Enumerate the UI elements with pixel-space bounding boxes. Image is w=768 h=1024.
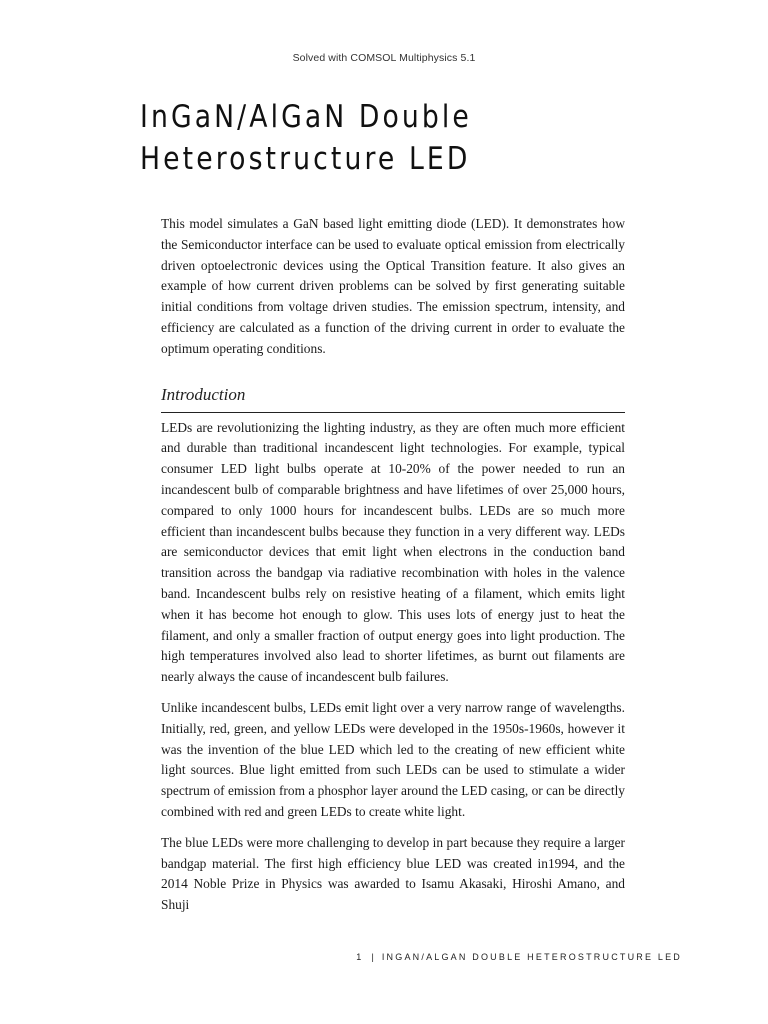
intro-paragraph: This model simulates a GaN based light emitting diode (LED). It demonstrates how the Semiconductor interface can be used to evaluate optical emission from electrically driven optoelectronic devices using the Optical Transition feature. It also gives an example of how current driven problems can be solved by first generating suitable initial conditions from voltage driven studies. The emission spectrum, intensity, and efficiency are calculated as a function of the driving current in order to evaluate the optimum operating conditions. [161,216,625,356]
running-header: Solved with COMSOL Multiphysics 5.1 [292,52,476,64]
page-number: 1 [356,952,364,962]
section-body [161,418,625,916]
document-title: InGaN/AlGaN Double Heterostructure LED [140,99,472,177]
body-paragraph: The blue LEDs were more challenging to develop in part because they require a larger bandgap material. The first high efficiency blue LED was created in1994, and the 2014 Noble Prize in Physics was awarded to Isamu Akasaki, Hiroshi Amano, and Shuji [161,834,625,913]
body-paragraph: LEDs are revolutionizing the lighting industry, as they are often much more efficient and durable than traditional incandescent light technologies. For example, typical consumer LED light bulbs operate at 10-20% of the power needed to run an incandescent bulb of comparable brightness and have lifetimes of over 25,000 hours, compared to only 1000 hours for incandescent bulbs. LEDs are so much more efficient than incandescent bulbs because they function in a very different way. LEDs are semiconductor devices that emit light when electrons in the conduction band transition across the bandgap via radiative recombination with holes in the valence band. Incandescent bulbs rely on resistive heating of a filament, which emits light when it has become hot enough to glow. This uses lots of energy just to heat the filament, and only a smaller fraction of output energy goes into light production. The high temperatures involved also lead to shorter lifetimes, as burnt out filaments are nearly always the cause of incandescent bulb failures. [161,419,625,685]
body-paragraph: Unlike incandescent bulbs, LEDs emit light over a very narrow range of wavelengths. Initially, red, green, and yellow LEDs were developed in the 1950s-1960s, however it was the invention of the blue LED which led to the creating of new efficient white light sources. Blue light emitted from such LEDs can be used to stimulate a wider spectrum of emission from a phosphor layer around the LED casing, or can be directly combined with red and green LEDs to create white light. [161,699,625,819]
document-body [161,214,625,916]
page-footer [356,952,682,962]
section-heading-introduction: Introduction [161,384,625,413]
footer-separator: | [371,952,374,962]
footer-running-title: INGAN/ALGAN DOUBLE HETEROSTRUCTURE LED [381,952,682,962]
